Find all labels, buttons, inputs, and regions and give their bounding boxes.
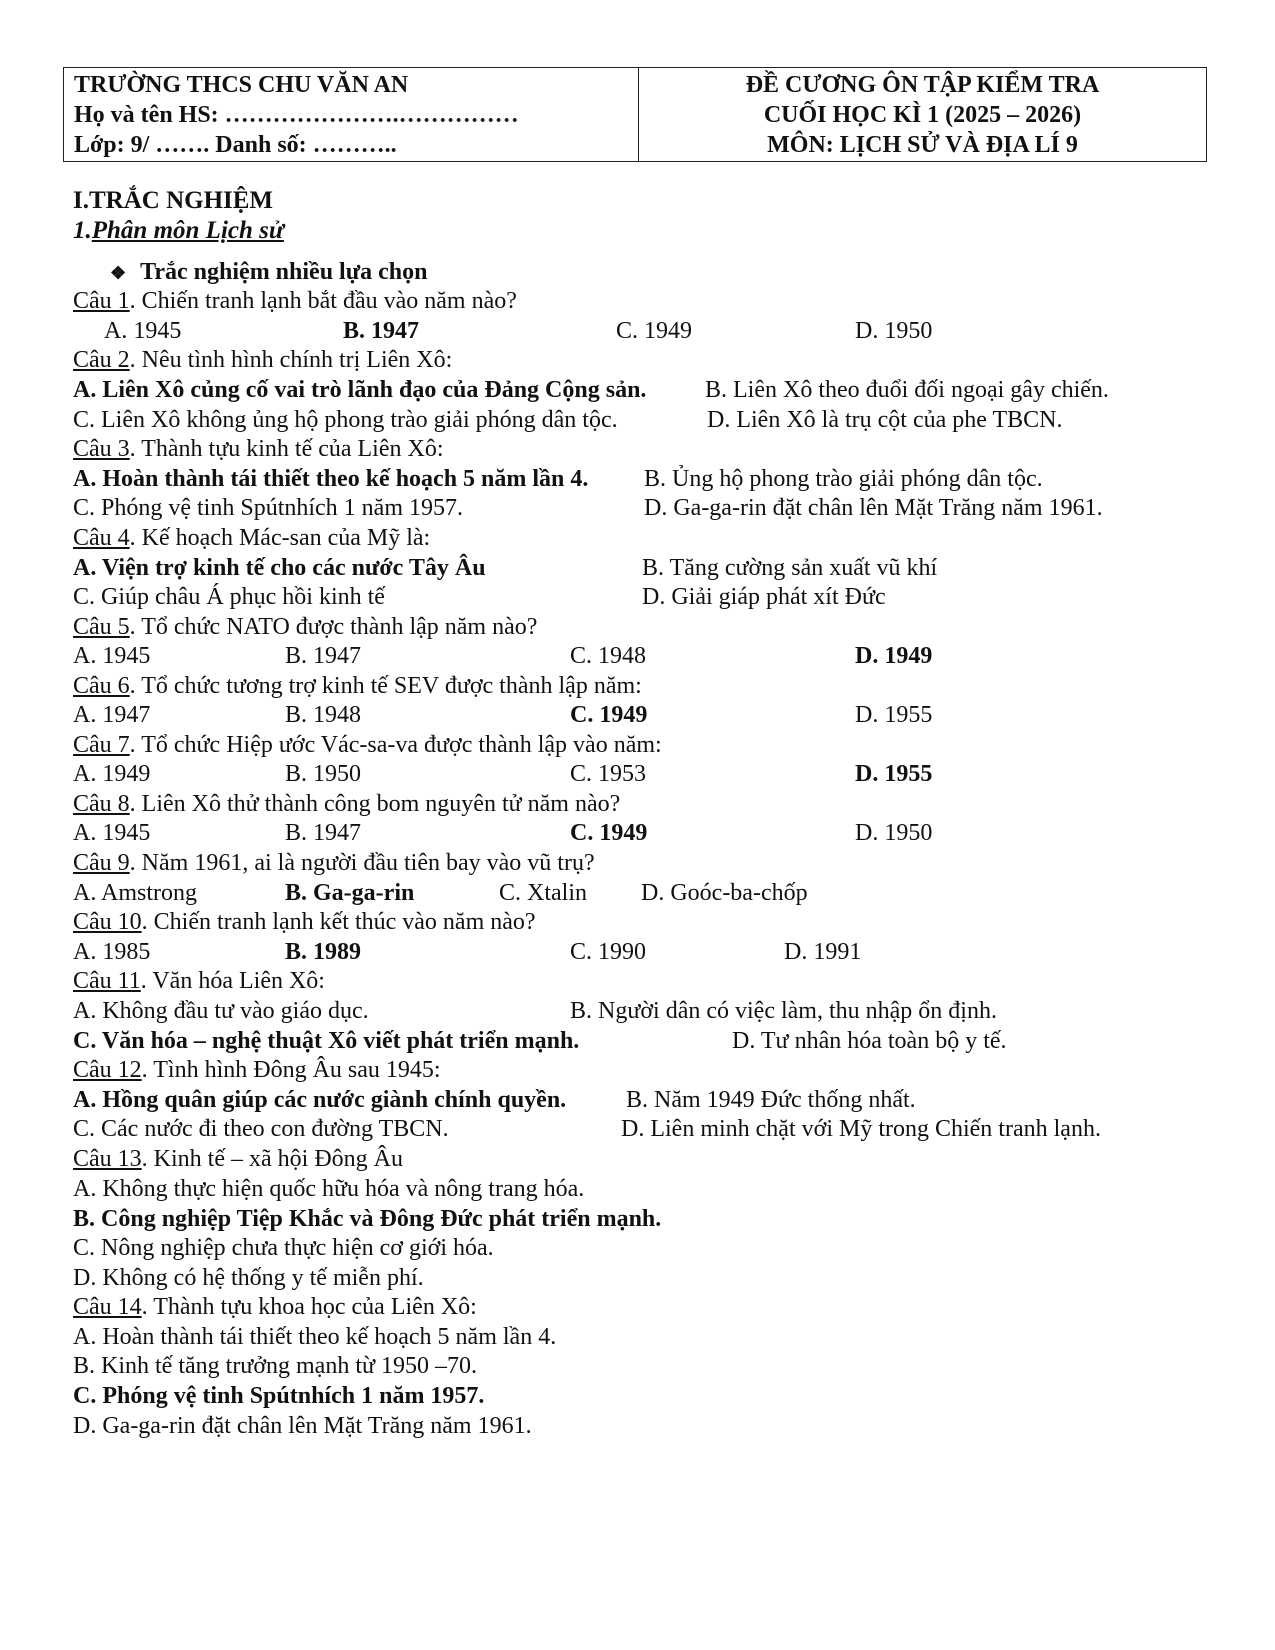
option: D. Liên minh chặt với Mỹ trong Chiến tranh lạnh. bbox=[621, 1116, 1101, 1142]
option: A. Amstrong bbox=[73, 880, 198, 906]
option: D. Liên Xô là trụ cột của phe TBCN. bbox=[707, 407, 1063, 433]
question-label: Câu 9 bbox=[73, 850, 130, 876]
option: A. Hoàn thành tái thiết theo kế hoạch 5 năm lần 4. bbox=[73, 1324, 557, 1350]
option: A. 1945 bbox=[104, 318, 182, 344]
header-table bbox=[63, 67, 1207, 162]
question-text: . Kinh tế – xã hội Đông Âu bbox=[141, 1146, 403, 1172]
option-answer: B. Ga-ga-rin bbox=[285, 880, 415, 906]
option: B. 1947 bbox=[285, 643, 362, 669]
option: B. 1948 bbox=[285, 702, 362, 728]
question-text: . Tổ chức tương trợ kinh tế SEV được thành lập năm: bbox=[129, 673, 642, 699]
question bbox=[73, 612, 537, 642]
question bbox=[73, 434, 444, 464]
type-heading-label: Trắc nghiệm nhiều lựa chọn bbox=[140, 259, 428, 285]
option: D. Không có hệ thống y tế miễn phí. bbox=[73, 1265, 424, 1291]
student-name-line: Họ và tên HS: ………………….…………… bbox=[74, 102, 519, 128]
question-label: Câu 11 bbox=[73, 968, 141, 994]
option: C. Xtalin bbox=[499, 880, 587, 906]
question-label: Câu 2 bbox=[73, 347, 130, 373]
option: B. 1947 bbox=[285, 820, 362, 846]
question-label: Câu 14 bbox=[73, 1294, 142, 1320]
option: B. 1950 bbox=[285, 761, 362, 787]
option: C. Liên Xô không ủng hộ phong trào giải phóng dân tộc. bbox=[73, 407, 618, 433]
question-text: . Chiến tranh lạnh kết thúc vào năm nào? bbox=[141, 909, 536, 935]
option: C. 1949 bbox=[616, 318, 693, 344]
diamond-bullet-icon: ❖ bbox=[110, 263, 127, 283]
option: D. 1950 bbox=[855, 820, 933, 846]
option: D. Ga-ga-rin đặt chân lên Mặt Trăng năm 1961. bbox=[73, 1413, 532, 1439]
subsection-number: 1. bbox=[73, 217, 92, 244]
option: A. 1947 bbox=[73, 702, 151, 728]
question-text: . Tổ chức NATO được thành lập năm nào? bbox=[129, 614, 538, 640]
question bbox=[73, 730, 662, 760]
question-text: . Thành tựu khoa học của Liên Xô: bbox=[141, 1294, 477, 1320]
header-right bbox=[639, 68, 1207, 162]
question-label: Câu 7 bbox=[73, 732, 130, 758]
question-label: Câu 8 bbox=[73, 791, 130, 817]
question-text: . Tổ chức Hiệp ước Vác-sa-va được thành lập vào năm: bbox=[129, 732, 662, 758]
question bbox=[73, 671, 642, 701]
question-text: . Năm 1961, ai là người đầu tiên bay vào vũ trụ? bbox=[129, 850, 595, 876]
question bbox=[73, 1292, 477, 1322]
doc-title: ĐỀ CƯƠNG ÔN TẬP KIỂM TRA bbox=[745, 72, 1100, 98]
subsection-title: Phân môn Lịch sử bbox=[91, 217, 284, 244]
option: C. 1990 bbox=[570, 939, 647, 965]
question bbox=[73, 907, 536, 937]
option: B. Kinh tế tăng trưởng mạnh từ 1950 –70. bbox=[73, 1353, 478, 1379]
option: D. Tư nhân hóa toàn bộ y tế. bbox=[732, 1028, 1007, 1054]
option: D. Goóc-ba-chốp bbox=[641, 880, 808, 906]
question-label: Câu 5 bbox=[73, 614, 130, 640]
question-text: . Chiến tranh lạnh bắt đầu vào năm nào? bbox=[129, 288, 517, 314]
type-heading bbox=[110, 257, 427, 288]
option-answer: A. Hồng quân giúp các nước giành chính quyền. bbox=[73, 1087, 567, 1113]
question bbox=[73, 789, 620, 819]
question-label: Câu 6 bbox=[73, 673, 130, 699]
option: C. Nông nghiệp chưa thực hiện cơ giới hóa. bbox=[73, 1235, 494, 1261]
question bbox=[73, 1055, 441, 1085]
option-answer: B. 1989 bbox=[285, 939, 362, 965]
option: C. 1948 bbox=[570, 643, 647, 669]
option-answer: A. Viện trợ kinh tế cho các nước Tây Âu bbox=[73, 555, 486, 581]
option: B. Tăng cường sản xuất vũ khí bbox=[642, 555, 938, 581]
option: D. 1955 bbox=[855, 702, 933, 728]
option-answer: A. Hoàn thành tái thiết theo kế hoạch 5 năm lần 4. bbox=[73, 466, 589, 492]
question-label: Câu 4 bbox=[73, 525, 130, 551]
option: B. Năm 1949 Đức thống nhất. bbox=[626, 1087, 916, 1113]
option: A. Không thực hiện quốc hữu hóa và nông trang hóa. bbox=[73, 1176, 585, 1202]
option: D. Giải giáp phát xít Đức bbox=[642, 584, 886, 610]
question-label: Câu 3 bbox=[73, 436, 130, 462]
option-answer: C. Văn hóa – nghệ thuật Xô viết phát triển mạnh. bbox=[73, 1028, 580, 1054]
option: C. Các nước đi theo con đường TBCN. bbox=[73, 1116, 449, 1142]
header-left bbox=[64, 68, 639, 162]
option: B. Ủng hộ phong trào giải phóng dân tộc. bbox=[644, 466, 1043, 492]
doc-term: CUỐI HỌC KÌ 1 (2025 – 2026) bbox=[763, 102, 1082, 128]
question bbox=[73, 345, 452, 375]
option: A. 1945 bbox=[73, 820, 151, 846]
question-text: . Văn hóa Liên Xô: bbox=[140, 968, 325, 994]
option-answer: A. Liên Xô củng cố vai trò lãnh đạo của Đảng Cộng sản. bbox=[73, 377, 647, 403]
option: A. 1945 bbox=[73, 643, 151, 669]
school-name: TRƯỜNG THCS CHU VĂN AN bbox=[74, 72, 409, 98]
question bbox=[73, 966, 325, 996]
question-label: Câu 13 bbox=[73, 1146, 142, 1172]
question bbox=[73, 523, 430, 553]
option: C. 1953 bbox=[570, 761, 647, 787]
option: C. Phóng vệ tinh Spútnhích 1 năm 1957. bbox=[73, 495, 463, 521]
option: D. 1991 bbox=[784, 939, 862, 965]
question-label: Câu 12 bbox=[73, 1057, 142, 1083]
option: B. Liên Xô theo đuổi đối ngoại gây chiến. bbox=[705, 377, 1109, 403]
option-answer: B. 1947 bbox=[343, 318, 420, 344]
option-answer: B. Công nghiệp Tiệp Khắc và Đông Đức phát triển mạnh. bbox=[73, 1206, 662, 1232]
option: D. 1950 bbox=[855, 318, 933, 344]
option-answer: C. 1949 bbox=[570, 702, 648, 728]
question-text: . Nêu tình hình chính trị Liên Xô: bbox=[129, 347, 453, 373]
option: D. Ga-ga-rin đặt chân lên Mặt Trăng năm 1961. bbox=[644, 495, 1103, 521]
option: A. Không đầu tư vào giáo dục. bbox=[73, 998, 369, 1024]
question-text: . Liên Xô thử thành công bom nguyên tử năm nào? bbox=[129, 791, 621, 817]
question-text: . Tình hình Đông Âu sau 1945: bbox=[141, 1057, 441, 1083]
section-heading: I.TRẮC NGHIỆM bbox=[73, 187, 274, 214]
question bbox=[73, 848, 595, 878]
option: A. 1985 bbox=[73, 939, 151, 965]
question bbox=[73, 286, 517, 316]
option: C. Giúp châu Á phục hồi kinh tế bbox=[73, 584, 385, 610]
option-answer: C. Phóng vệ tinh Spútnhích 1 năm 1957. bbox=[73, 1383, 485, 1409]
question-text: . Thành tựu kinh tế của Liên Xô: bbox=[129, 436, 444, 462]
question-label: Câu 1 bbox=[73, 288, 130, 314]
option-answer: D. 1949 bbox=[855, 643, 933, 669]
option: A. 1949 bbox=[73, 761, 151, 787]
question-text: . Kế hoạch Mác-san của Mỹ là: bbox=[129, 525, 431, 551]
doc-subject: MÔN: LỊCH SỬ VÀ ĐỊA LÍ 9 bbox=[767, 132, 1078, 158]
question-label: Câu 10 bbox=[73, 909, 142, 935]
option-answer: D. 1955 bbox=[855, 761, 933, 787]
class-line: Lớp: 9/ ……. Danh số: ……….. bbox=[74, 132, 397, 158]
question bbox=[73, 1144, 403, 1174]
option: B. Người dân có việc làm, thu nhập ổn định. bbox=[570, 998, 997, 1024]
option-answer: C. 1949 bbox=[570, 820, 648, 846]
subsection-heading bbox=[73, 216, 284, 246]
